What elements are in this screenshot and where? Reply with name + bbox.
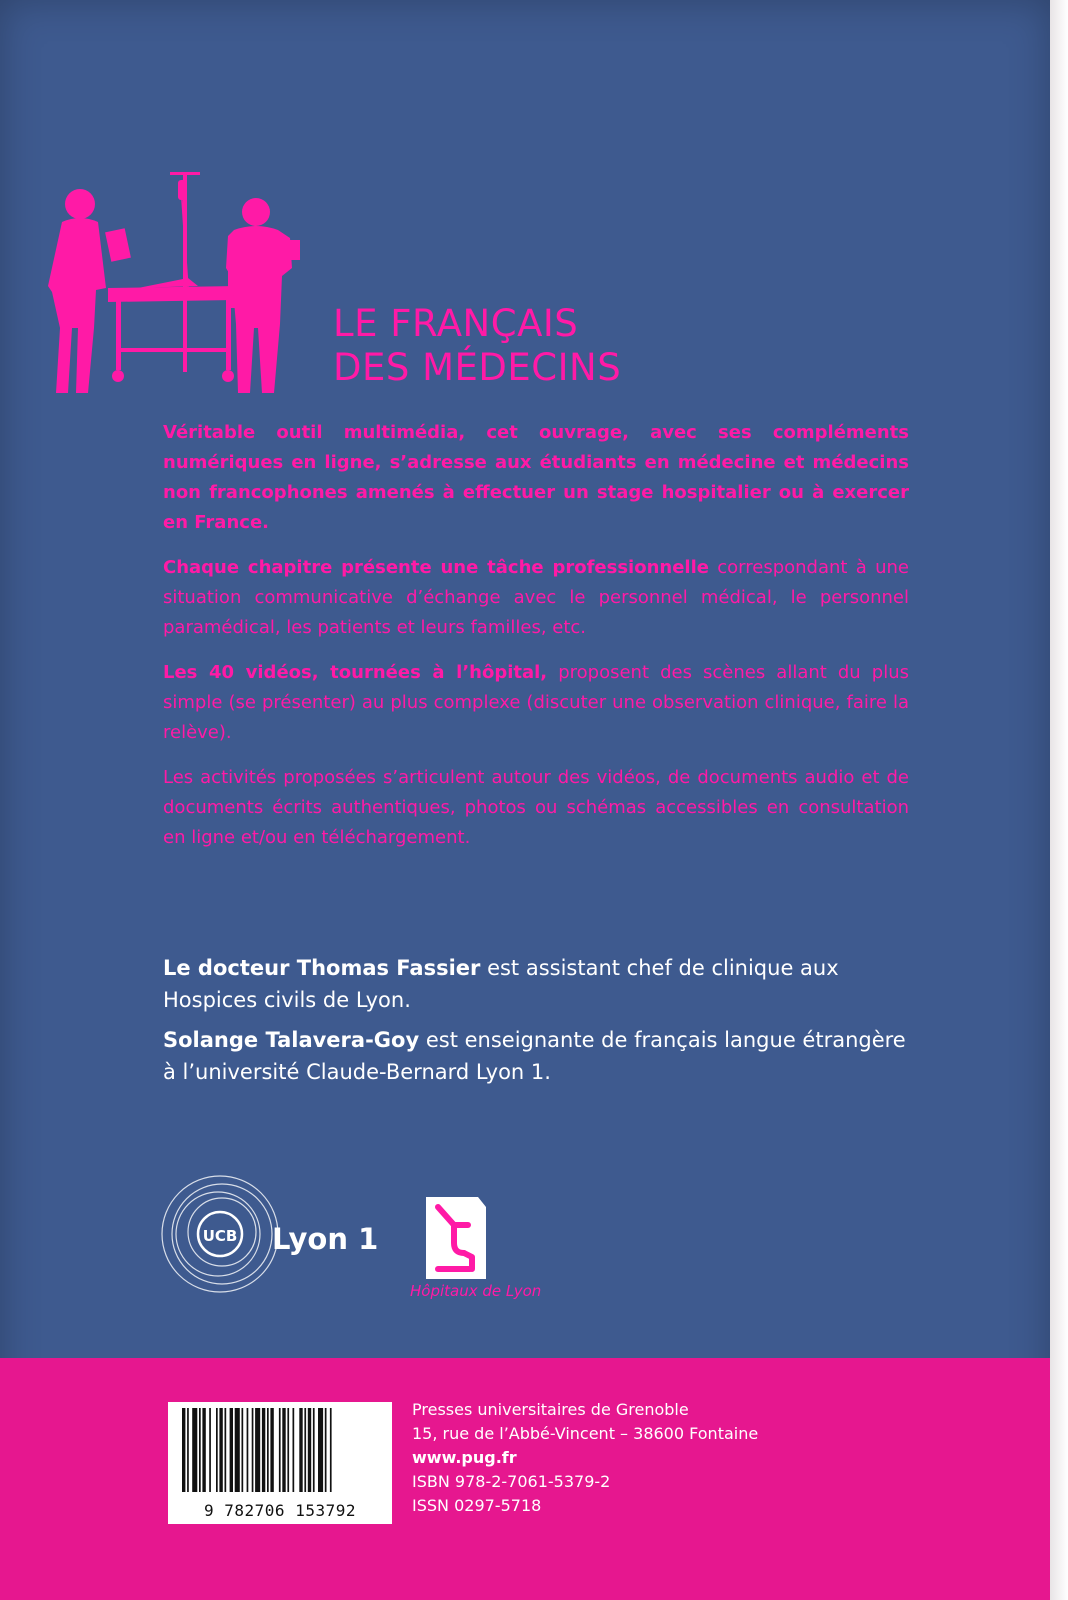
barcode-bar	[192, 1408, 197, 1492]
publisher-address: 15, rue de l’Abbé-Vincent – 38600 Fontaine	[412, 1424, 759, 1443]
description-p2-bold: Chaque chapitre présente une tâche professionnelle	[163, 557, 709, 578]
description-p3-bold: Les 40 vidéos, tournées à l’hôpital,	[163, 662, 548, 683]
author-2-name: Solange Talavera-Goy	[163, 1028, 420, 1052]
doctors-hospital-illustration	[38, 168, 308, 398]
page-edge	[1050, 0, 1068, 1600]
description-p2-text: correspondant à une situation communicative d’échange avec le personnel médical, le personnel paramédical, les patients et leurs familles, etc.	[163, 557, 909, 638]
barcode-bar	[262, 1408, 265, 1492]
barcode-bar	[313, 1408, 315, 1492]
barcode-bar	[219, 1408, 222, 1492]
title-line-1: LE FRANÇAIS	[333, 302, 579, 345]
barcode-bar	[202, 1408, 205, 1492]
barcode-bar	[216, 1408, 218, 1492]
author-bios	[163, 952, 923, 1096]
lyon1-text: Lyon 1	[272, 1222, 379, 1256]
barcode-bar	[279, 1408, 281, 1492]
barcode-bar	[318, 1408, 323, 1492]
barcode-bar	[255, 1408, 260, 1492]
barcode-bar	[299, 1408, 302, 1492]
barcode-bar	[209, 1408, 211, 1492]
publisher-website[interactable]: www.pug.fr	[412, 1448, 517, 1467]
barcode-bar	[252, 1408, 254, 1492]
issn: ISSN 0297-5718	[412, 1496, 542, 1515]
author-1-name: Le docteur Thomas Fassier	[163, 956, 481, 980]
barcode-bar	[304, 1408, 306, 1492]
barcode-bar	[282, 1408, 285, 1492]
publisher-info	[412, 1398, 758, 1518]
isbn: ISBN 978-2-7061-5379-2	[412, 1472, 611, 1491]
ucb-mark: UCB	[202, 1227, 238, 1245]
barcode-bar	[182, 1408, 185, 1492]
hcl-caption: Hôpitaux de Lyon	[410, 1282, 542, 1300]
barcode-bar	[235, 1408, 240, 1492]
author-2-bio: est enseignante de français langue étrangère à l’université Claude-Bernard Lyon 1.	[163, 1028, 906, 1084]
title-line-2: DES MÉDECINS	[333, 346, 622, 389]
description-paragraph-2	[163, 553, 909, 643]
barcode-bar	[270, 1408, 273, 1492]
barcode-bar	[267, 1408, 269, 1492]
book-title	[333, 302, 621, 390]
barcode-bar	[187, 1408, 189, 1492]
author-bio-2	[163, 1024, 923, 1088]
author-1-bio: est assistant chef de clinique aux Hospices civils de Lyon.	[163, 956, 839, 1012]
barcode	[168, 1402, 392, 1524]
barcode-bar	[293, 1408, 295, 1492]
description-paragraph-3	[163, 658, 909, 748]
description-p3-text: proposent des scènes allant du plus simple (se présenter) au plus complexe (discuter une observation clinique, faire la relève).	[163, 662, 909, 743]
description-paragraph-1: Véritable outil multimédia, cet ouvrage, avec ses compléments numériques en ligne, s’adresse aux étudiants en médecine et médecins non francophones amenés à effectuer un stage hospitalier ou à exercer en France.	[163, 422, 909, 533]
hospices-civils-logo	[424, 1195, 488, 1281]
book-description	[163, 418, 909, 868]
barcode-bar	[199, 1408, 201, 1492]
barcode-bar	[330, 1408, 332, 1492]
barcode-bar	[247, 1408, 249, 1492]
barcode-bar	[225, 1408, 227, 1492]
barcode-bar	[325, 1408, 327, 1492]
description-paragraph-4: Les activités proposées s’articulent autour des vidéos, de documents audio et de documents écrits authentiques, photos ou schémas accessibles en consultation en ligne et/ou en téléchargement.	[163, 767, 909, 848]
author-bio-1	[163, 952, 923, 1016]
barcode-digits: 9 782706 153792	[204, 1501, 356, 1520]
barcode-bar	[242, 1408, 244, 1492]
publisher-name: Presses universitaires de Grenoble	[412, 1400, 689, 1419]
barcode-bar	[287, 1408, 289, 1492]
barcode-bar	[308, 1408, 311, 1492]
barcode-bar	[230, 1408, 233, 1492]
